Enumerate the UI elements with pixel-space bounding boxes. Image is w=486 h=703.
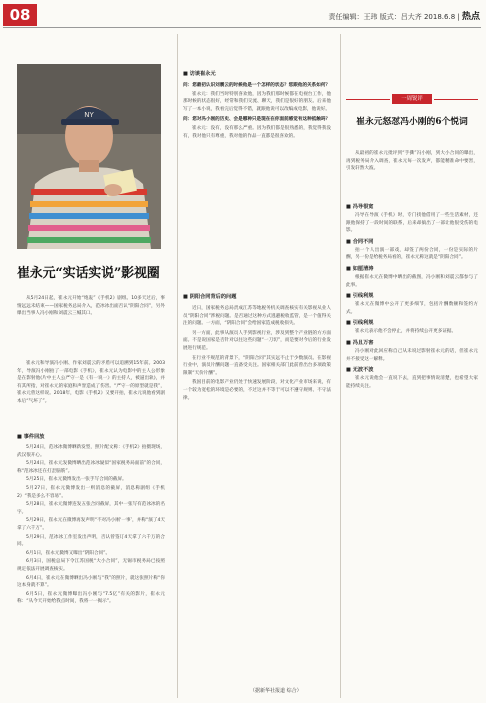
contract-paragraph: 另一方面，此事从演员人手到影视行业，涉及到整个产业链的方方面面。不是说国家是否针对以往这些问题“一刀切”，而是要对今后的行业发展进行规范。: [183, 330, 331, 351]
article-credit: （据新华社报道 综合）: [250, 688, 302, 694]
svg-text:NY: NY: [84, 111, 94, 119]
side-item-head-label: 冯且万害: [352, 339, 374, 346]
side-item-body: 崔永元表示他不会停止，并将持续公开更多证据。: [355, 329, 457, 335]
side-item-body: 崔永元说他会一直说下去，直到把事情说清楚，也希望大家能持续关注。: [346, 376, 478, 389]
event-item: 5月24日，崔永元发微博晒出范冰冰疑似“国家税务局面前”的合同，称“范冰冰还在打歪脑筋”。: [17, 461, 165, 474]
question: 问：您对冯小刚的历史、会是哪种只是现在在你面前感觉有这种抵触吗？: [183, 117, 331, 123]
event-item: 6月3日，国税总局下令江苏国税“大小合同”，无锡市税务局已按照规定依法开展调查核实。: [17, 559, 165, 572]
event-item: 6月1日，崔永元微博又曝出“阴阳合同”。: [26, 550, 111, 556]
side-item-head: ■ 冯导很宽: [346, 204, 374, 210]
side-title: 崔永元怒怼冯小刚的6个悦词: [356, 117, 468, 127]
photo: [17, 64, 161, 249]
editor-line: 责任编辑：王玮 版式：吕大齐 2018.6.8: [328, 13, 456, 21]
side-items: [346, 203, 478, 693]
contract-section-label: 阴阳合同背后的问题: [189, 294, 237, 300]
contract-paragraph: 近日，国家税务总局责成江苏等地税务机关调查核实有关影视从业人员“阴阳合同”涉税问题。是否通过这种方式逃避税收监管，是一个值得关注的问题。一方面，“阴阳合同”会给国家造成税收损失。: [183, 306, 331, 327]
side-item-head: ■ 如厘清涛: [346, 265, 374, 272]
section-name: 热点: [461, 12, 480, 22]
side-item: [346, 339, 478, 363]
contract-block: [183, 305, 331, 683]
event-item: 5月24日，范冰冰微博晒新发型，照片配文称：《手机2》拍摄现场，武汉很开心。: [17, 445, 165, 458]
event-item: 5月29日，崔永元在微博再发声明“不对冯小刚‘一事’，并称“演了4天拿了六千万”。: [17, 518, 165, 531]
side-item-head: ■ 合同不同: [346, 238, 374, 245]
page-number-badge: 08: [3, 4, 37, 26]
side-item-body: 崔永元在微博中公开了更多细节，包括片酬数额和签约方式。: [346, 302, 478, 315]
event-item: 6月5日，崔永元微博曝出冯小刚与“7.5亿”有关的影片，崔永元称：“从今天开始给我点时间，我将一一揭示”。: [17, 591, 165, 605]
interview-section-heading: ■ 访谈崔永元: [183, 71, 216, 77]
event-item: 5月29日，范冰冰工作室发出声明，否认曾签订4天拿了六千万的合同。: [17, 534, 165, 548]
side-tag: 一周锐评: [392, 94, 432, 104]
side-item: [346, 265, 478, 289]
header-rule: [3, 27, 481, 28]
side-item-body: 冯导在导演《手机》时，专门找他借用了一些生活素材，还跟他保持了一段时间的联系，后来却搞出了一部让他很受伤的电影。: [346, 213, 478, 234]
side-item-head: ■ 无波不波: [346, 367, 374, 374]
contract-paragraph: 我国目前的电影产业仍处于快速发展阶段，对文化产业市场来说，有一个较为宽松的环境是必要的，不过这并不等于可以不遵守规则、不守法律。: [183, 380, 331, 401]
answer: 崔永元：我们当时特别喜欢他，因为我们那时候都在电视台工作，他那时候的状态很好，经常和我们交流、聊天，我们是很好的朋友。后来他写了一本小说，我看完后觉得不错，就跟他说可以改编成电影，他说好。: [183, 91, 331, 112]
event-item: 6月4日，崔永元在微博晒出冯小刚与“我”的照片，就这张照片称“你这本身就不算”。: [17, 575, 165, 589]
side-item-head-label: 合同不同: [352, 238, 374, 245]
event-list: [17, 444, 165, 700]
side-item-head-label: 引线利规: [352, 320, 374, 327]
event-item: 5月25日，崔永元微博发出一张手写合同的截屏。: [26, 477, 127, 483]
event-item: 5月27日，崔永元微博发出一则消息的截屏，消息称剧组《手机2》“我是多么不容易”。: [17, 485, 165, 499]
answer: 崔永元：没有，没有那么严重。因为我们都是很熟悉的，我觉得我没有，我对他只有尊重，我对他的作品一直都是很喜欢的。: [183, 125, 331, 139]
contract-section-heading: ■ 阴阳合同背后的问题: [183, 294, 237, 300]
intro-paragraph: 从5月24日起，崔永元开始“炮轰”《手机2》剧组。10多天过后，事情远远未结束——国家税务总局介入，范冰冰出面否认“阴阳合同”，另外爆出当事人冯小刚和刘震云三缄其口。: [17, 296, 165, 317]
page-header: [300, 9, 480, 21]
side-item-head: ■ 引线利规: [346, 320, 374, 327]
event-section-label: 事件回放: [23, 434, 45, 440]
side-item-body: 根据崔永元在微博中晒出的截图，冯小刚和刘震云都参与了此事。: [346, 274, 478, 288]
event-item: 5月28日，崔永元微博连发五张合同截屏，其中一张写有范冰冰的名字。: [17, 502, 165, 515]
contract-paragraph: 在行业不规范的背景下，“阴阳合同”其实远不止于少数演员。在影视行业中，演员片酬问题一直备受关注。国家相关部门此前曾出台多项政策限制“天价片酬”。: [183, 355, 331, 376]
side-item-body: 拍一个人出演一部戏，却签了两份合同，一份是实际的片酬，另一份是给税务局看的，崔永元称这就是“阴阳合同”。: [346, 247, 478, 261]
qa-block: [183, 82, 331, 282]
side-item-body: 冯小刚对此回应称自己从未说过影射崔永元的话，但崔永元并不接受这一解释。: [346, 348, 478, 362]
tag-rule-left: [346, 99, 390, 105]
side-item-head-label: 冯导很宽: [352, 204, 374, 210]
interview-section-label: 访谈崔永元: [189, 71, 216, 77]
main-title: 崔永元“实话实说”影视圈: [17, 266, 160, 281]
background-paragraph: 崔永元和导演冯小刚、作家刘震云的矛盾可以追溯到15年前。2003年，导演冯小刚拍了一部电影《手机》，崔永元认为电影中的主人公形象是在影射他(片中主人公严守一是《有一说一》的主持人，被逼出轨)，并有其所指，对崔永元的家庭和声誉造成了伤害。“严守一的原型就是我”，崔永元曾这样说。2018年，电影《手机2》又要开拍，崔永元说他看到剧本后“气坏了”。: [17, 361, 165, 404]
side-item-head: ■ 引线利规: [346, 293, 374, 300]
side-item: [346, 319, 478, 336]
side-intro: 从最初的崔永元批评到“手撕”冯小刚，到大小合同的曝出，再到税务局介入调查，崔永元每一次发声，都能精准命中要害，引发轩然大波。: [346, 151, 478, 172]
side-item: [346, 366, 478, 390]
side-item-head-label: 无波不波: [352, 367, 374, 374]
question: 问：您最初认识刘震云的时候他是一个怎样的状态？您跟他的关系如何？: [183, 83, 331, 88]
side-item: [346, 203, 478, 235]
side-item-head-label: 引线利规: [352, 293, 374, 300]
tag-rule-right: [434, 99, 478, 100]
side-item-head-label: 如厘清涛: [352, 265, 374, 272]
side-item-head: ■ 冯且万害: [346, 339, 374, 346]
column-divider: [340, 34, 341, 698]
side-item: [346, 292, 478, 316]
event-section-heading: ■ 事件回放: [17, 434, 45, 440]
portrait-illustration: [17, 64, 161, 249]
header-separator: |: [457, 13, 462, 21]
column-divider: [177, 34, 178, 698]
side-item: [346, 238, 478, 262]
